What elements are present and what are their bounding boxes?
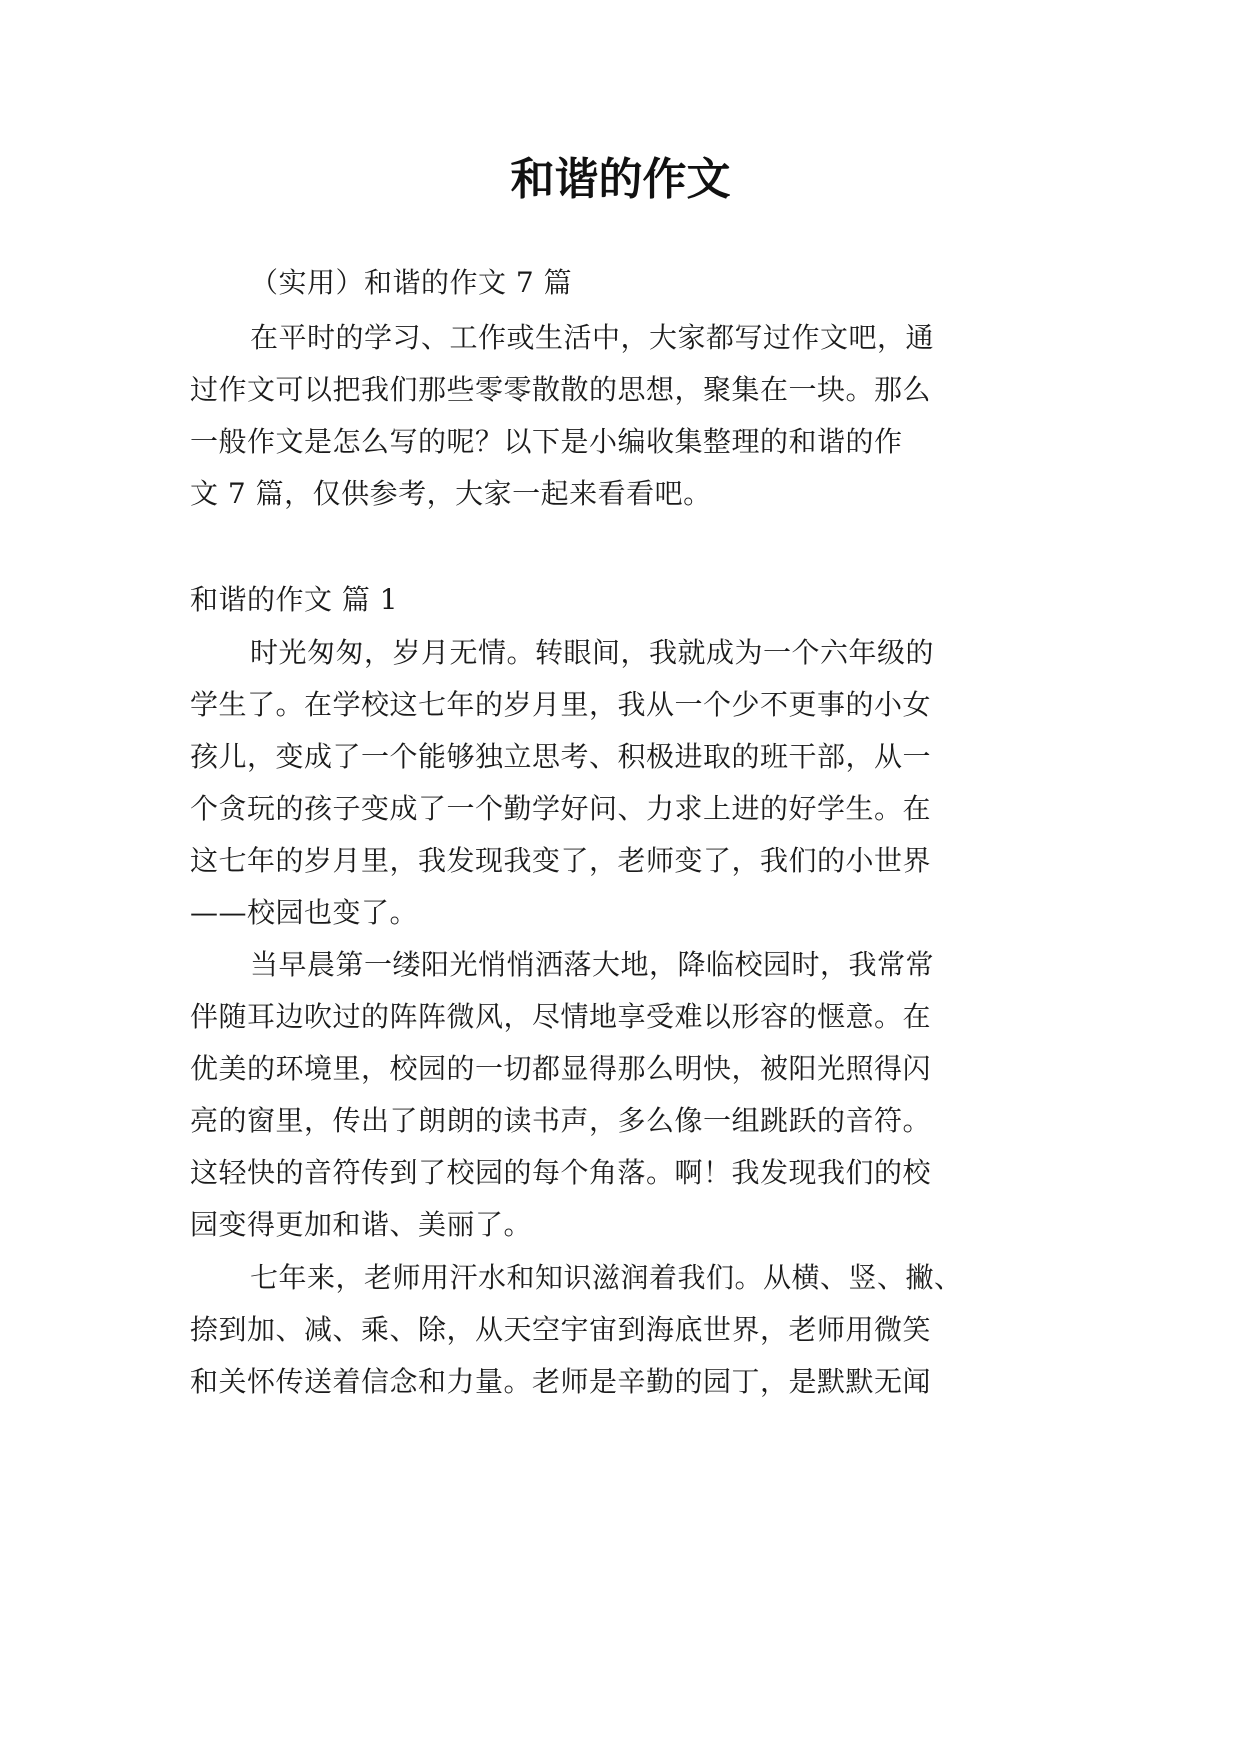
intro-line: 文 7 篇，仅供参考，大家一起来看看吧。 xyxy=(190,477,712,510)
body-line: 七年来，老师用汗水和知识滋润着我们。从横、竖、撇、 xyxy=(250,1261,963,1294)
body-line: 和关怀传送着信念和力量。老师是辛勤的园丁，是默默无闻 xyxy=(190,1365,932,1398)
body-line: 个贪玩的孩子变成了一个勤学好问、力求上进的好学生。在 xyxy=(190,792,932,825)
intro-line: 在平时的学习、工作或生活中，大家都写过作文吧，通 xyxy=(250,321,935,354)
body-line: 时光匆匆，岁月无情。转眼间，我就成为一个六年级的 xyxy=(250,636,935,669)
body-line: 伴随耳边吹过的阵阵微风，尽情地享受难以形容的惬意。在 xyxy=(190,1000,932,1033)
body-line: 学生了。在学校这七年的岁月里，我从一个少不更事的小女 xyxy=(190,688,932,721)
intro-line: 过作文可以把我们那些零零散散的思想，聚集在一块。那么 xyxy=(190,373,932,406)
body-line: 亮的窗里，传出了朗朗的读书声，多么像一组跳跃的音符。 xyxy=(190,1104,932,1137)
page-title: 和谐的作文 xyxy=(510,154,731,205)
body-line: 这七年的岁月里，我发现我变了，老师变了，我们的小世界 xyxy=(190,844,932,877)
body-line: 当早晨第一缕阳光悄悄洒落大地，降临校园时，我常常 xyxy=(250,948,935,981)
body-line: 捺到加、减、乘、除，从天空宇宙到海底世界，老师用微笑 xyxy=(190,1313,932,1346)
body-line: 这轻快的音符传到了校园的每个角落。啊！我发现我们的校 xyxy=(190,1156,932,1189)
body-line: 优美的环境里，校园的一切都显得那么明快，被阳光照得闪 xyxy=(190,1052,932,1085)
body-line: 孩儿，变成了一个能够独立思考、积极进取的班干部，从一 xyxy=(190,740,932,773)
body-line: ——校园也变了。 xyxy=(190,896,419,929)
subtitle-line: （实用）和谐的作文 7 篇 xyxy=(250,266,573,299)
intro-line: 一般作文是怎么写的呢？以下是小编收集整理的和谐的作 xyxy=(190,425,903,458)
section-heading: 和谐的作文 篇 1 xyxy=(190,583,399,616)
body-line: 园变得更加和谐、美丽了。 xyxy=(190,1208,533,1241)
